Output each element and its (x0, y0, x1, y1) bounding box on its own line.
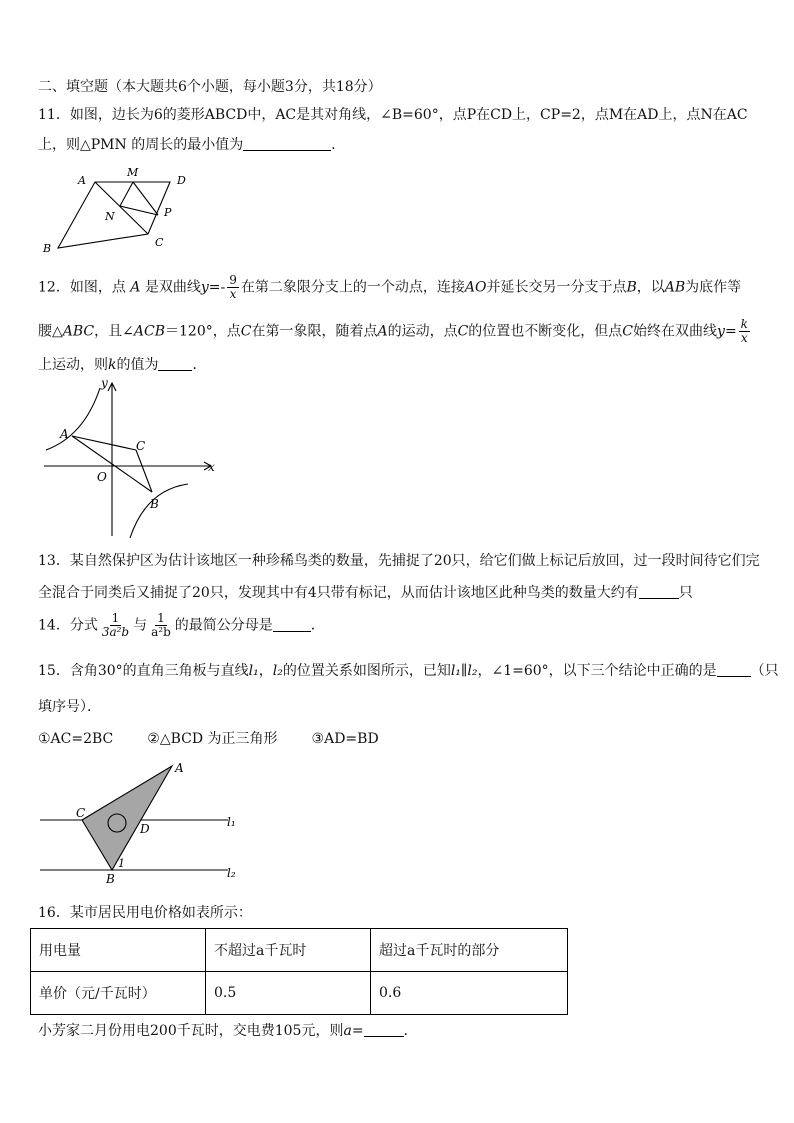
q15-line2: 填序号）． (38, 699, 101, 715)
answer-blank-13[interactable] (639, 584, 679, 599)
fraction-1-over-3a2b (100, 612, 131, 639)
q12-text: 在第二象限分支上的一个动点，连接 (240, 279, 465, 296)
axis-x-label: x (208, 460, 215, 474)
var-k: k (108, 357, 117, 373)
q15-text: 的位置关系如图所示，已知 (282, 663, 451, 679)
label-B: B (106, 872, 115, 886)
q12-line2 (38, 318, 752, 345)
q11-line1: 11．如图，边长为6的菱形ABCD中，AC是其对角线，∠B=60°，点P在CD上，CP=2，点M在AD上，点N在AC (38, 107, 748, 123)
q15-text: ，∠1=60°，以下三个结论中正确的是 (477, 663, 717, 679)
var-C: C (457, 323, 469, 340)
q12-text: 上运动，则 (38, 357, 108, 373)
table-cell: 0.6 (371, 972, 568, 1015)
var-a: a (343, 1023, 352, 1039)
q11-end: ． (331, 137, 346, 153)
q12-text: ＝120°，点 (165, 323, 241, 340)
frac-den: x (740, 331, 748, 345)
option-1[interactable]: ①AC=2BC (38, 731, 114, 747)
frac-den: a²b (151, 625, 171, 639)
label-C: C (136, 439, 146, 453)
frac-num: 1 (157, 611, 165, 625)
q14-line (38, 612, 325, 639)
q13-text: 全混合于同类后又捕捉了20只，发现其中有4只带有标记，从而估计该地区此种鸟类的数量大约有 (38, 585, 639, 601)
q11-text: 上，则△PMN 的周长的最小值为 (38, 137, 244, 153)
option-3[interactable]: ③AD=BD (311, 731, 379, 747)
q15-text: （只 (750, 663, 779, 679)
q15-text: 15．含角30°的直角三角板与直线 (38, 663, 249, 679)
q14-text: 与 (133, 617, 148, 634)
var-y: y (717, 323, 725, 340)
table-cell: 用电量 (31, 929, 206, 972)
q12-eq: = (724, 323, 737, 340)
table-cell: 0.5 (206, 972, 371, 1015)
label-N: N (105, 210, 115, 223)
fraction-9-over-x (227, 274, 239, 301)
answer-blank-12[interactable] (158, 356, 192, 371)
var-B: B (626, 279, 637, 296)
var-C: C (622, 323, 634, 340)
q15-line1 (38, 662, 779, 680)
fraction-k-over-x (739, 318, 750, 345)
answer-blank-16[interactable] (364, 1022, 404, 1037)
frac-num: 9 (229, 273, 237, 287)
q12-text: 的运动，点 (387, 323, 458, 340)
label-A: A (78, 174, 86, 187)
label-l1: l₁ (227, 815, 236, 829)
label-P: P (164, 206, 172, 219)
frac-num: k (740, 317, 748, 331)
parallel-statement: l₁∥l₂ (450, 663, 478, 679)
label-D: D (177, 174, 186, 187)
hyperbola-figure (38, 378, 228, 540)
q12-text: 腰 (38, 323, 52, 340)
q16-title: 16．某市居民用电价格如表所示： (38, 905, 252, 921)
label-A: A (60, 427, 69, 441)
fraction-1-over-a2b (149, 612, 173, 639)
q16-text: 小芳家二月份用电200千瓦时，交电费105元，则 (38, 1023, 344, 1039)
q12-text: ，且∠ (94, 323, 134, 340)
q12-text: 并延长交另一分支于点 (486, 279, 627, 296)
var-C: C (240, 323, 252, 340)
price-table (30, 928, 568, 1015)
q15-options (38, 730, 379, 748)
q16-end: ． (403, 1023, 418, 1039)
var-A: A (377, 323, 388, 340)
label-l2: l₂ (227, 866, 236, 880)
var-l1: l₁ (248, 663, 259, 679)
q12-line1 (38, 274, 741, 301)
label-B: B (150, 497, 159, 511)
q14-text: 14．分式 (38, 617, 98, 634)
var-l2: l₂ (272, 663, 283, 679)
q14-text: 的最简公分母是 (174, 617, 273, 634)
answer-blank-11[interactable] (243, 136, 331, 151)
rhombus-figure (38, 164, 198, 256)
var-A: A (130, 279, 141, 296)
q16-text: = (351, 1023, 364, 1039)
q12-text: 的位置也不断变化，但点 (468, 323, 623, 340)
table-cell: 超过a千瓦时的部分 (371, 929, 568, 972)
q13-line1: 13．某自然保护区为估计该地区一种珍稀鸟类的数量，先捕捉了20只，给它们做上标记后放回，过一段时间待它们完 (38, 553, 760, 569)
frac-den: 3a²b (101, 625, 130, 639)
label-M: M (127, 166, 139, 179)
var-y: y (200, 279, 209, 296)
frac-num: 1 (111, 611, 120, 625)
label-C: C (76, 806, 86, 820)
table-cell: 不超过a千瓦时 (206, 929, 371, 972)
q12-end: ． (192, 357, 207, 373)
label-1: 1 (118, 857, 125, 870)
q12-line3 (38, 356, 206, 374)
option-2[interactable]: ②△BCD 为正三角形 (147, 731, 278, 747)
table-row (31, 929, 568, 972)
var-AO: AO (464, 279, 487, 296)
q15-text: ， (258, 663, 273, 679)
q16-question (38, 1022, 418, 1040)
var-AB: AB (664, 279, 686, 296)
label-O: O (97, 470, 107, 484)
frac-den: x (229, 287, 237, 301)
q13-line2 (38, 584, 693, 602)
q13-text: 只 (678, 585, 693, 601)
answer-blank-15[interactable] (717, 662, 751, 677)
table-row (31, 972, 568, 1015)
label-D: D (140, 822, 150, 836)
triangle-ruler-figure (38, 760, 248, 888)
q12-text: 在第一象限，随着点 (251, 323, 378, 340)
q12-text: 是双曲线 (140, 279, 201, 296)
q12-text: 为底作等 (685, 279, 742, 296)
q14-end: ． (310, 617, 325, 634)
q11-line2 (38, 136, 345, 154)
q12-text: 始终在双曲线 (633, 323, 718, 340)
section-title: 二、填空题（本大题共6个小题，每小题3分，共18分） (38, 79, 382, 95)
q12-text: ，以 (636, 279, 665, 296)
q12-eq: =- (208, 279, 226, 296)
axis-y-label: y (101, 378, 108, 390)
q12-text: 12．如图，点 (38, 279, 131, 296)
table-cell: 单价（元/千瓦时） (31, 972, 206, 1015)
label-C: C (155, 236, 164, 249)
label-A: A (175, 761, 184, 775)
label-B: B (43, 242, 52, 255)
var-ACB: ACB (133, 323, 165, 340)
var-ABC: △ABC (52, 323, 95, 340)
q12-text: 的值为 (116, 357, 159, 373)
answer-blank-14[interactable] (273, 617, 311, 632)
